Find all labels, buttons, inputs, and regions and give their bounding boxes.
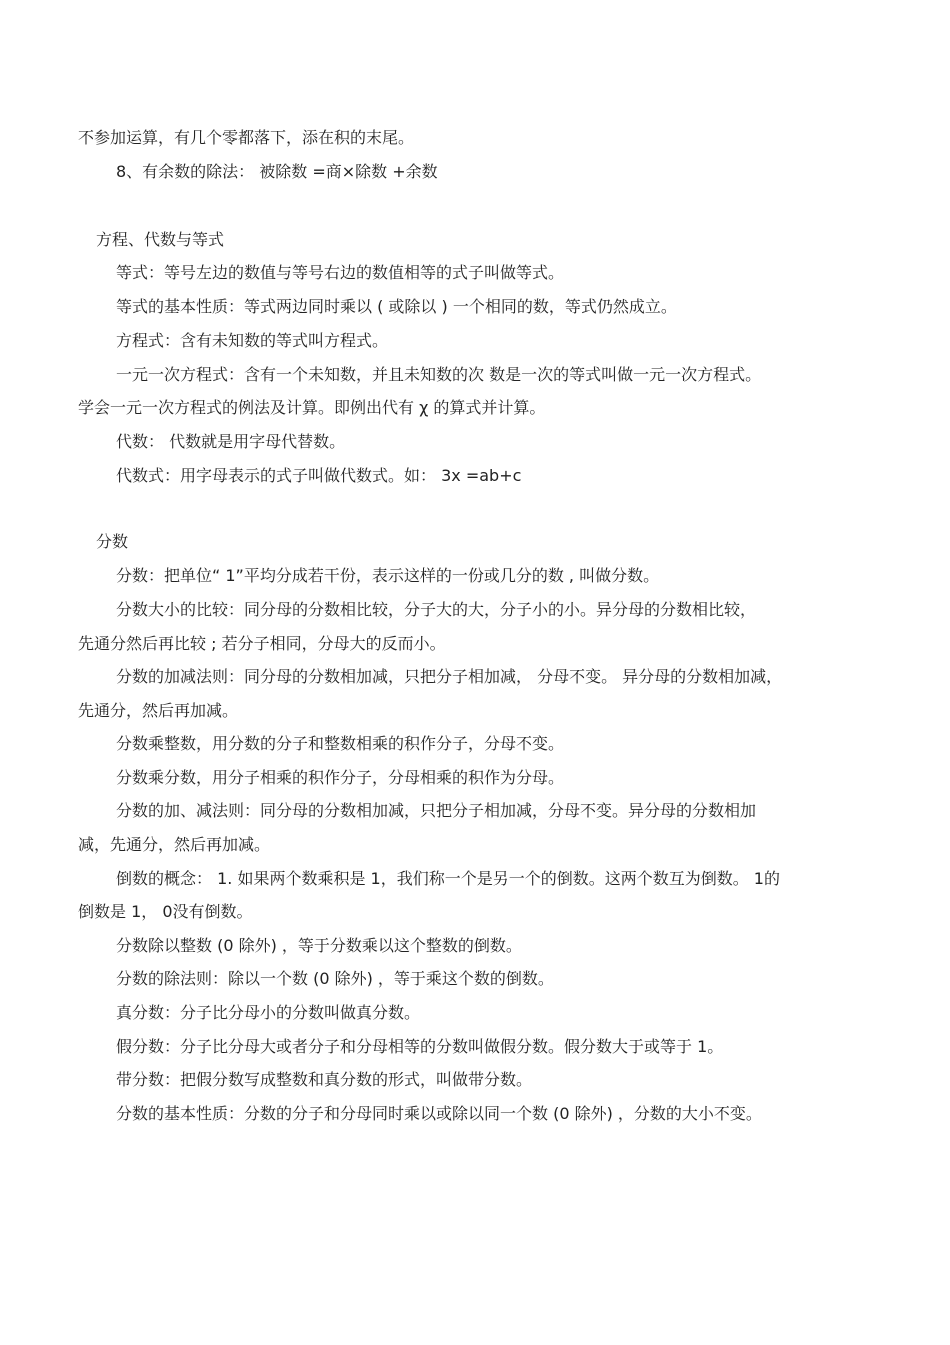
text-line: 分数乘整数，用分数的分子和整数相乘的积作分子，分母不变。 bbox=[116, 734, 565, 753]
section-heading: 分数 bbox=[96, 532, 129, 551]
text-line: 真分数：分子比分母小的分数叫做真分数。 bbox=[116, 1003, 421, 1022]
text-line: 代数： 代数就是用字母代替数。 bbox=[116, 432, 346, 451]
text-line: 分数大小的比较：同分母的分数相比较，分子大的大，分子小的小。异分母的分数相比较， bbox=[116, 600, 757, 619]
text-line: 等式：等号左边的数值与等号右边的数值相等的式子叫做等式。 bbox=[116, 263, 565, 282]
text-line: 分数的加减法则：同分母的分数相加减，只把分子相加减， 分母不变。 异分母的分数相加减， bbox=[116, 667, 783, 686]
text-line: 倒数的概念： 1. 如果两个数乘积是 1，我们称一个是另一个的倒数。这两个数互为倒数。 1的 bbox=[116, 869, 780, 888]
text-line: 不参加运算，有几个零都落下，添在积的末尾。 bbox=[78, 128, 415, 147]
text-line: 一元一次方程式：含有一个未知数，并且未知数的次 数是一次的等式叫做一元一次方程式。 bbox=[116, 365, 762, 384]
text-line: 8、有余数的除法： 被除数 =商×除数 +余数 bbox=[116, 162, 438, 181]
text-line: 等式的基本性质：等式两边同时乘以 ( 或除以 ) 一个相同的数，等式仍然成立。 bbox=[116, 297, 677, 316]
text-line: 减，先通分，然后再加减。 bbox=[78, 835, 271, 854]
text-line: 分数乘分数，用分子相乘的积作分子，分母相乘的积作为分母。 bbox=[116, 768, 565, 787]
text-line: 分数的加、减法则：同分母的分数相加减，只把分子相加减，分母不变。异分母的分数相加 bbox=[116, 801, 757, 820]
text-line: 分数：把单位“ 1”平均分成若干份，表示这样的一份或几分的数 , 叫做分数。 bbox=[116, 566, 660, 585]
text-line: 学会一元一次方程式的例法及计算。即例出代有 χ 的算式并计算。 bbox=[78, 398, 546, 417]
text-line: 假分数：分子比分母大或者分子和分母相等的分数叫做假分数。假分数大于或等于 1。 bbox=[116, 1037, 724, 1056]
text-line: 分数除以整数 (0 除外) ，等于分数乘以这个整数的倒数。 bbox=[116, 936, 522, 955]
text-line: 分数的除法则：除以一个数 (0 除外) ，等于乘这个数的倒数。 bbox=[116, 969, 554, 988]
text-line: 先通分，然后再加减。 bbox=[78, 701, 239, 720]
text-line: 倒数是 1， 0没有倒数。 bbox=[78, 902, 253, 921]
text-line: 分数的基本性质：分数的分子和分母同时乘以或除以同一个数 (0 除外) ，分数的大小不变。 bbox=[116, 1104, 762, 1123]
text-line: 先通分然后再比较 ; 若分子相同，分母大的反而小。 bbox=[78, 634, 446, 653]
section-heading: 方程、代数与等式 bbox=[96, 230, 225, 249]
text-line: 带分数：把假分数写成整数和真分数的形式，叫做带分数。 bbox=[116, 1070, 533, 1089]
text-line: 代数式：用字母表示的式子叫做代数式。如： 3x =ab+c bbox=[116, 466, 522, 485]
text-line: 方程式：含有未知数的等式叫方程式。 bbox=[116, 331, 389, 350]
